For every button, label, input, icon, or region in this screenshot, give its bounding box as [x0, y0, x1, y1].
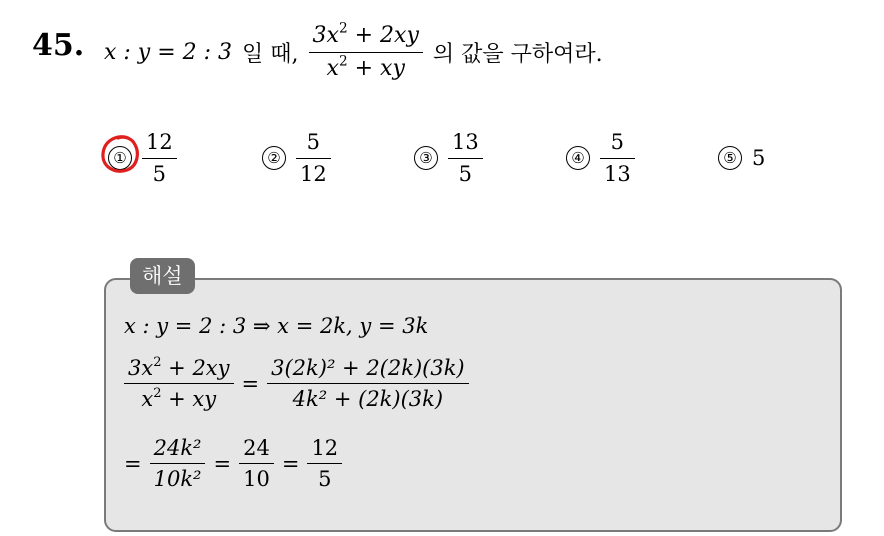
solution-line-2: $\frac{3x^2 + 2xy}{x^2 + xy}$ = $\frac{\text{3(2k)² + 2(2k)(3k)}}{\text{4k² + (2k)(3k)}}$ — [124, 356, 469, 411]
solution-line-1: x : y = 2 : 3 ⇒ x = 2k, y = 3k — [124, 314, 429, 338]
ratio-condition: x : y = 2 : 3 — [104, 39, 233, 65]
solution-expression: $\frac{3x^2 + 2xy}{x^2 + xy}$ — [124, 356, 234, 411]
choice-4-value: $\frac{5}{13}$ — [600, 130, 635, 185]
solution-label: 해설 — [130, 258, 195, 294]
choice-5-number: ⑤ — [718, 146, 742, 170]
choice-1-value: $\frac{12}{5}$ — [142, 130, 177, 185]
expression-denominator: $x^2$ + xy — [326, 52, 405, 81]
choice-1-number: ① — [108, 146, 132, 170]
question-number: 45. — [32, 28, 85, 63]
choice-3-value: $\frac{13}{5}$ — [448, 130, 483, 185]
choice-5[interactable] — [718, 126, 765, 190]
choice-5-value: 5 — [752, 146, 766, 170]
question-expression — [309, 20, 423, 81]
choice-4[interactable] — [566, 126, 635, 190]
choice-2[interactable] — [262, 126, 331, 190]
choice-2-number: ② — [262, 146, 286, 170]
when-text: 일 때, — [242, 41, 299, 67]
question-tail-text: 의 값을 구하여라. — [432, 41, 603, 67]
solution-answer: $\frac{12}{5}$ — [307, 436, 342, 491]
choice-4-number: ④ — [566, 146, 590, 170]
solution-step-2: $\frac{24}{10}$ — [239, 436, 274, 491]
solution-line-3: = $\frac{\text{24k²}}{\text{10k²}}$ = $\frac{24}{10}$ = $\frac{12}{5}$ — [124, 436, 342, 491]
choice-3-number: ③ — [414, 146, 438, 170]
choice-2-value: $\frac{5}{12}$ — [296, 130, 331, 185]
expression-numerator: $3x^2 + 2xy$ — [312, 20, 419, 49]
solution-substituted: $\frac{\text{3(2k)² + 2(2k)(3k)}}{\text{4k² + (2k)(3k)}}$ — [267, 356, 469, 411]
choice-3[interactable] — [414, 126, 483, 190]
choice-1[interactable] — [108, 126, 177, 190]
solution-step-1: $\frac{\text{24k²}}{\text{10k²}}$ — [150, 436, 206, 491]
question-text — [104, 12, 603, 92]
